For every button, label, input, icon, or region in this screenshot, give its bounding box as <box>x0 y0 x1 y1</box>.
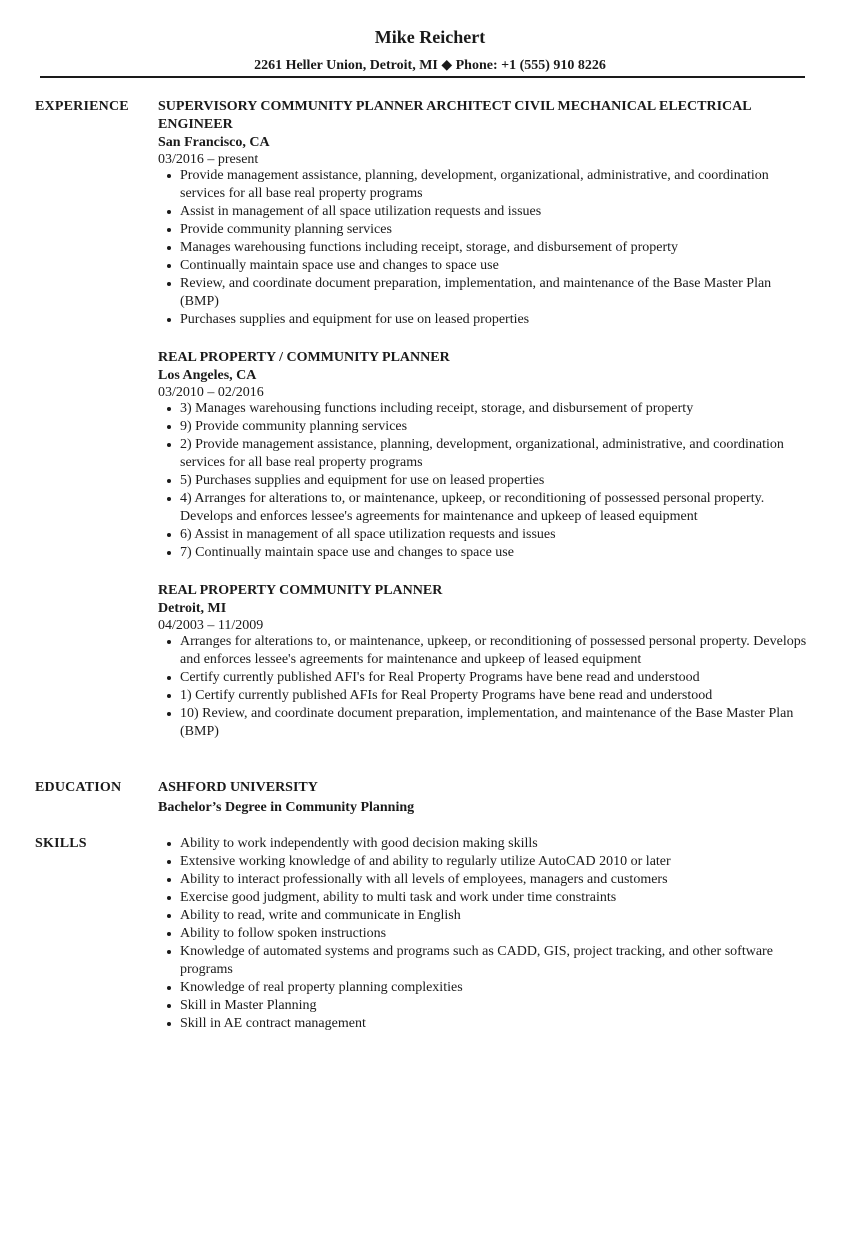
section-label-education: EDUCATION <box>35 780 122 795</box>
list-item: 9) Provide community planning services <box>180 418 813 436</box>
job-location: Los Angeles, CA <box>158 368 257 383</box>
job-dates: 04/2003 – 11/2009 <box>158 618 264 633</box>
list-item: Certify currently published AFI's for Real Property Programs have bene read and understood <box>180 669 813 687</box>
job-location: Detroit, MI <box>158 601 227 616</box>
candidate-name: Mike Reichert <box>374 27 486 47</box>
skills-list <box>158 835 813 1033</box>
list-item: Ability to read, write and communicate in English <box>180 907 813 925</box>
job-title: SUPERVISORY COMMUNITY PLANNER ARCHITECT CIVIL MECHANICAL ELECTRICAL ENGINEER <box>158 99 751 132</box>
list-item: Purchases supplies and equipment for use on leased properties <box>180 311 813 329</box>
list-item: Arranges for alterations to, or maintenance, upkeep, or reconditioning of possessed personal property. Develops and enforces lessee's agreements for maintenance and upkeep of leased equipment <box>180 633 813 669</box>
education-body <box>158 779 813 819</box>
experience-body <box>158 98 813 761</box>
list-item: Provide community planning services <box>180 221 813 239</box>
job-bullets <box>158 167 813 329</box>
job-title: REAL PROPERTY / COMMUNITY PLANNER <box>158 350 450 365</box>
list-item: Extensive working knowledge of and ability to regularly utilize AutoCAD 2010 or later <box>180 853 813 871</box>
list-item: Exercise good judgment, ability to multi task and work under time constraints <box>180 889 813 907</box>
school-name: ASHFORD UNIVERSITY <box>158 780 318 795</box>
job-entry <box>158 349 813 562</box>
job-location: San Francisco, CA <box>158 135 270 150</box>
list-item: 6) Assist in management of all space utilization requests and issues <box>180 526 813 544</box>
list-item: Continually maintain space use and changes to space use <box>180 257 813 275</box>
list-item: Provide management assistance, planning, development, organizational, administrative, and coordination services for all base real property programs <box>180 167 813 203</box>
job-entry <box>158 98 813 329</box>
contact-line: 2261 Heller Union, Detroit, MI ◆ Phone: +1 (555) 910 8226 <box>254 58 606 73</box>
list-item: 4) Arranges for alterations to, or maintenance, upkeep, or reconditioning of possessed personal property. Develops and enforces lessee's agreements for maintenance and upkeep of leased equipment <box>180 490 813 526</box>
job-bullets <box>158 400 813 562</box>
degree: Bachelor’s Degree in Community Planning <box>158 800 415 815</box>
list-item: 2) Provide management assistance, planning, development, organizational, administrative, and coordination services for all base real property programs <box>180 436 813 472</box>
job-title: REAL PROPERTY COMMUNITY PLANNER <box>158 583 443 598</box>
list-item: Skill in AE contract management <box>180 1015 813 1033</box>
list-item: Ability to follow spoken instructions <box>180 925 813 943</box>
list-item: 3) Manages warehousing functions including receipt, storage, and disbursement of property <box>180 400 813 418</box>
header-divider <box>40 76 805 78</box>
job-dates: 03/2016 – present <box>158 152 259 167</box>
list-item: Ability to interact professionally with all levels of employees, managers and customers <box>180 871 813 889</box>
list-item: Review, and coordinate document preparation, implementation, and maintenance of the Base Master Plan (BMP) <box>180 275 813 311</box>
list-item: Knowledge of automated systems and programs such as CADD, GIS, project tracking, and other software programs <box>180 943 813 979</box>
skills-body <box>158 835 813 1033</box>
job-dates: 03/2010 – 02/2016 <box>158 385 264 400</box>
job-bullets <box>158 633 813 741</box>
list-item: Manages warehousing functions including receipt, storage, and disbursement of property <box>180 239 813 257</box>
list-item: Knowledge of real property planning complexities <box>180 979 813 997</box>
section-label-experience: EXPERIENCE <box>35 99 129 114</box>
resume-header <box>0 0 860 75</box>
list-item: 5) Purchases supplies and equipment for use on leased properties <box>180 472 813 490</box>
job-entry <box>158 582 813 741</box>
section-label-skills: SKILLS <box>35 836 87 851</box>
list-item: Skill in Master Planning <box>180 997 813 1015</box>
list-item: 1) Certify currently published AFIs for Real Property Programs have bene read and understood <box>180 687 813 705</box>
list-item: Assist in management of all space utilization requests and issues <box>180 203 813 221</box>
list-item: Ability to work independently with good decision making skills <box>180 835 813 853</box>
list-item: 7) Continually maintain space use and changes to space use <box>180 544 813 562</box>
list-item: 10) Review, and coordinate document preparation, implementation, and maintenance of the Base Master Plan (BMP) <box>180 705 813 741</box>
